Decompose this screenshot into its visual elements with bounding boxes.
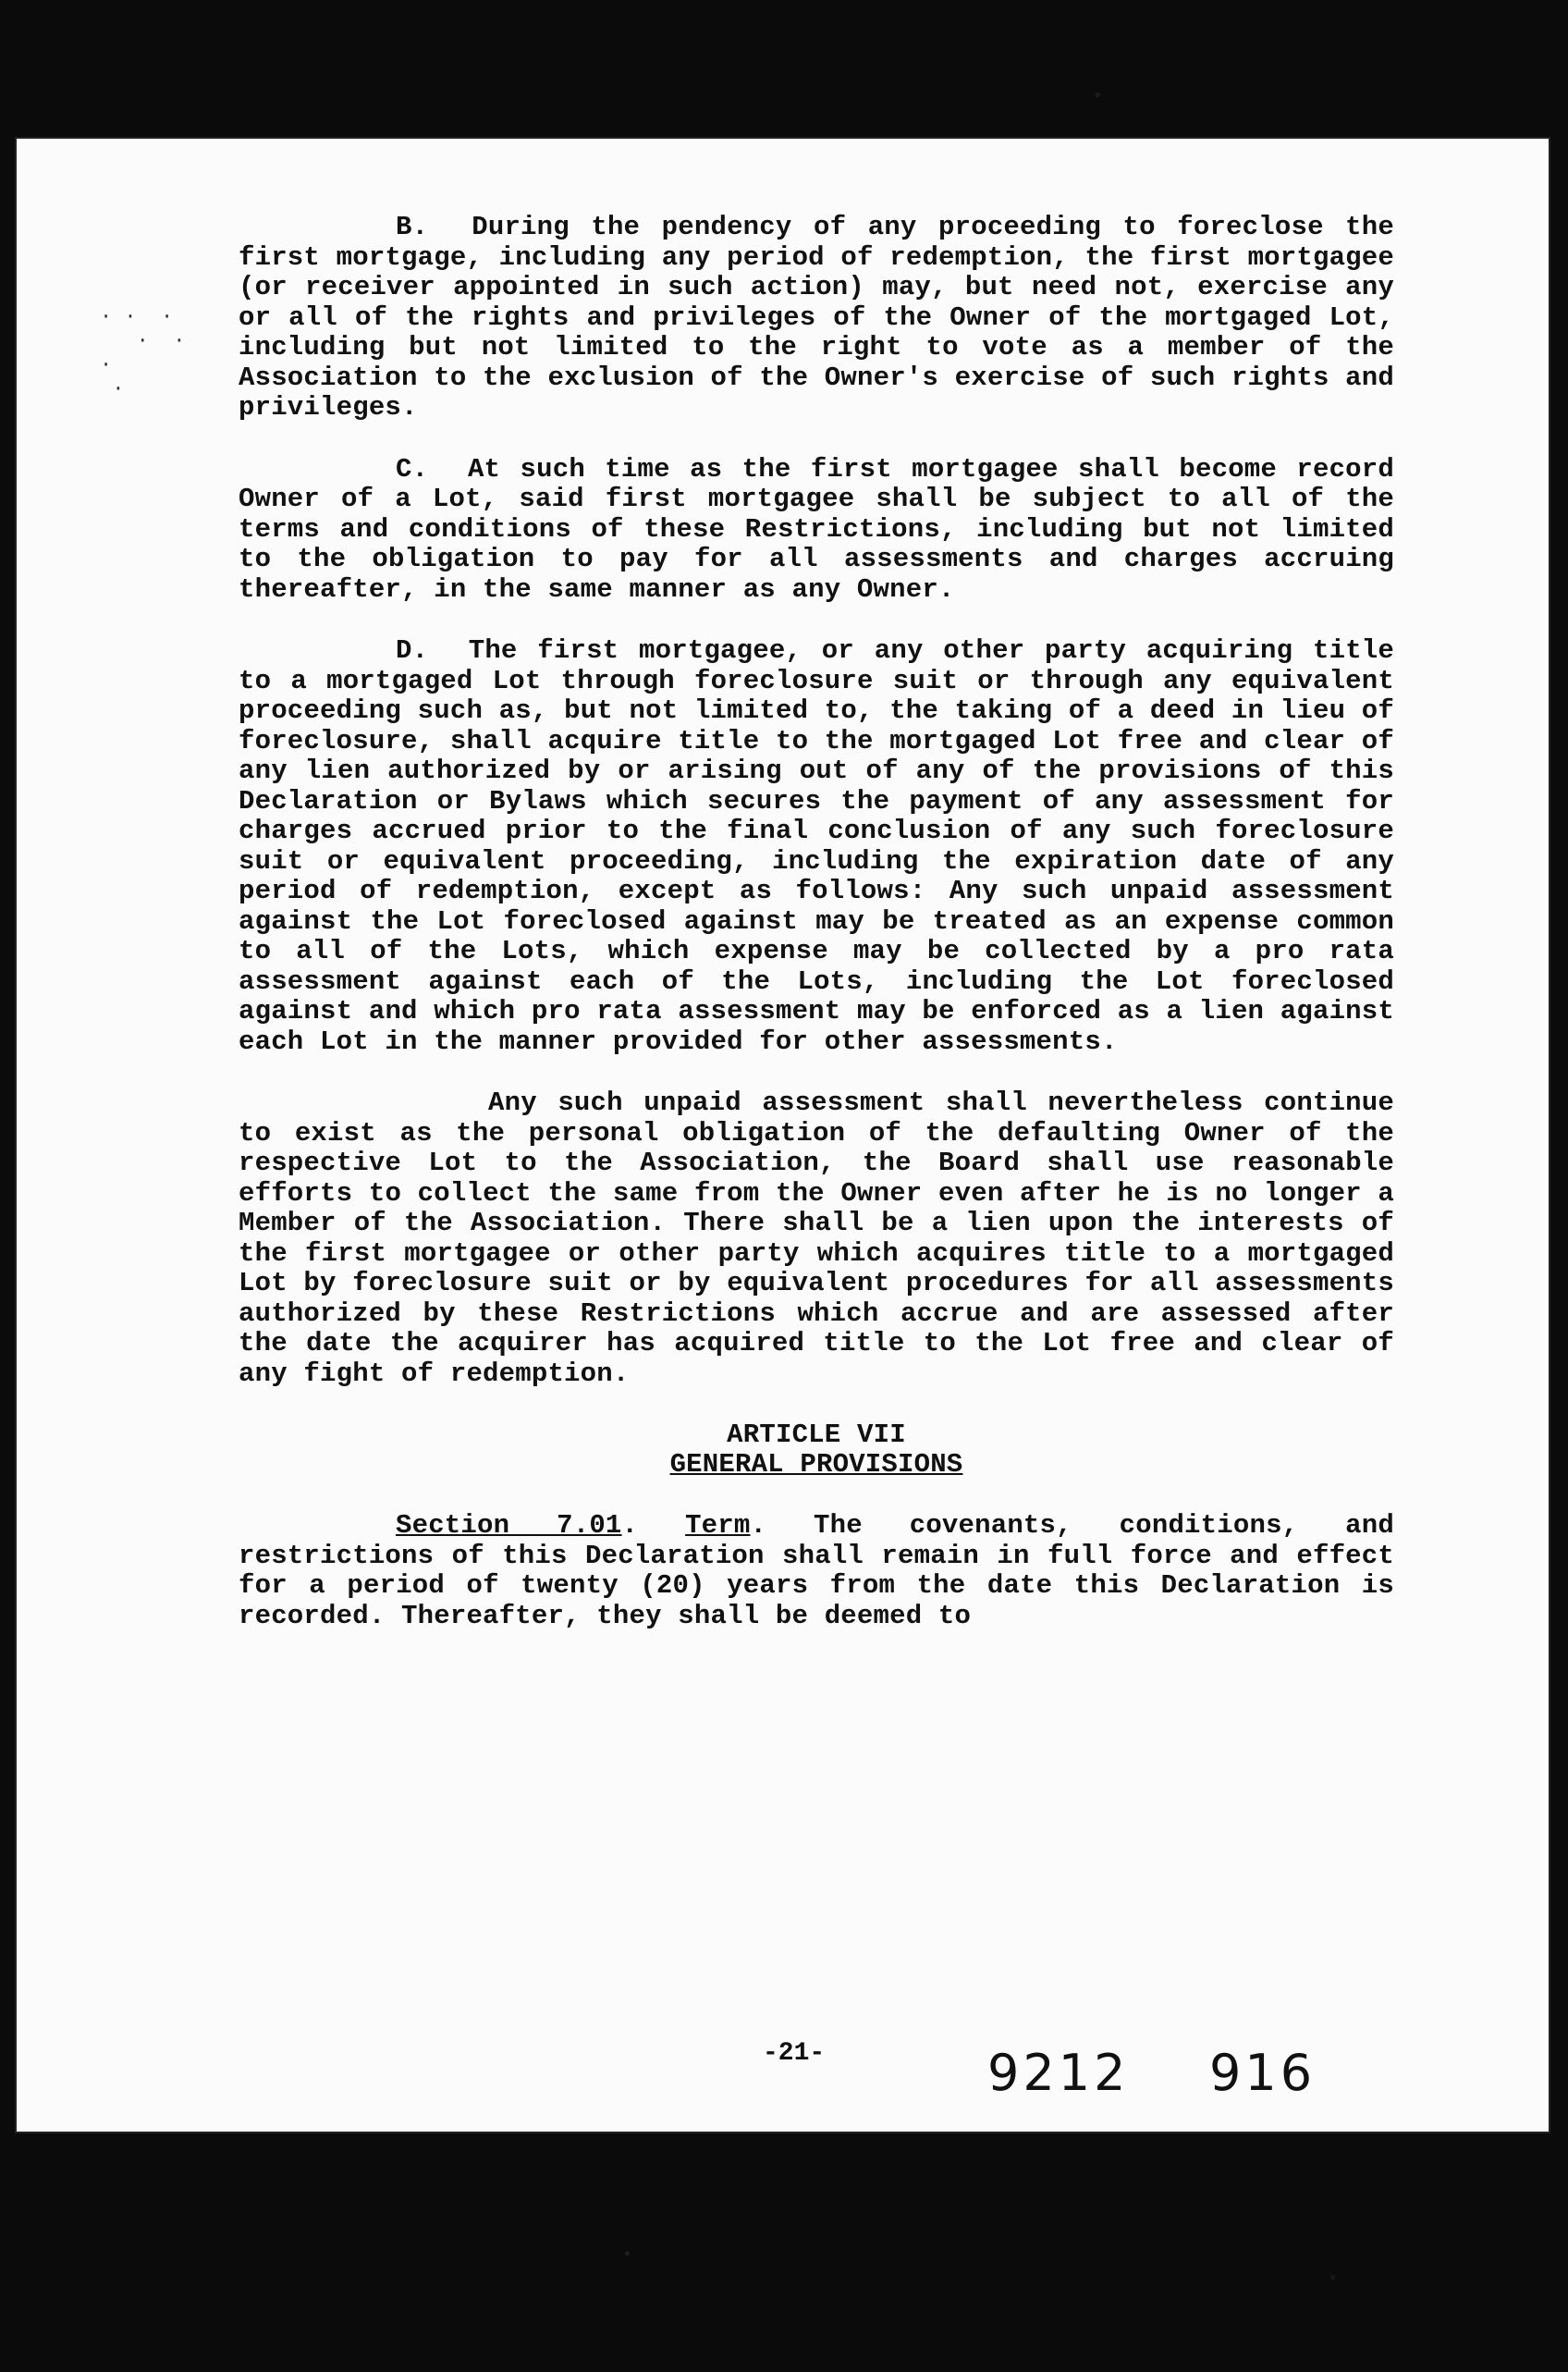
article-title: GENERAL PROVISIONS (669, 1449, 963, 1480)
page-number: -21- (763, 2039, 826, 2068)
paragraph-c-lead: C. (396, 453, 429, 485)
recording-stamp-right: 916 (1209, 2044, 1317, 2102)
paragraph-d-text: The first mortgagee, or any other party acquiring title to a mortgaged Lot through foreclosure suit or through any equivalent proceeding such as, but not limited to, the taking of a deed in lieu of foreclosure, shall acquire title to the mortgaged Lot free and clear of any lien authorized by or arising out of any of the provisions of this Declaration or Bylaws which secures the payment of any assessment for charges accrued prior to the final conclusion of any such foreclosure suit or equivalent proceeding, including the expiration date of any period of redemption, except as follows: Any such unpaid assessment against the Lot foreclosed against may be treated as an expense common to all of the Lots, which expense may be collected by a pro rata assessment against each of the Lots, including the Lot foreclosed against and which pro rata assessment may be enforced as a lien against each Lot in the manner provided for other assessments. (239, 635, 1394, 1057)
section-sep: . (621, 1510, 686, 1541)
paragraph-b-text: During the pendency of any proceeding to foreclose the first mortgage, including any period of redemption, the first mortgagee (or receiver appointed in such action) may, but need not, exercise any or all of the rights and privileges of the Owner of the mortgaged Lot, including but not limited to the right to vote as a member of the Association to the exclusion of the Owner's exercise of such rights and privileges. (239, 212, 1394, 423)
paragraph-b (239, 213, 1394, 424)
recording-stamp-left: 9212 (987, 2044, 1130, 2102)
paragraph-unpaid-assessment (239, 1088, 1394, 1389)
paragraph-d (239, 636, 1394, 1057)
paragraph-b-lead: B. (396, 212, 429, 242)
section-label: Section 7.01 (396, 1510, 622, 1541)
paragraph-unpaid-assessment-text: Any such unpaid assessment shall nevertheless continue to exist as the personal obligation of the defaulting Owner of the respective Lot to the Association, the Board shall use reasonable efforts to collect the same from the Owner even after he is no longer a Member of the Association. There shall be a lien upon the interests of the first mortgagee or other party which acquires title to a mortgaged Lot by foreclosure suit or by equivalent procedures for all assessments authorized by these Restrictions which accrue and are assessed after the date the acquirer has acquired title to the Lot free and clear of any fight of redemption. (239, 1088, 1394, 1389)
scan-specks: · · · · · · · (100, 305, 186, 400)
section-name: Term (685, 1510, 751, 1541)
section-7-01 (239, 1511, 1394, 1631)
document-body (239, 213, 1394, 1663)
paragraph-c (239, 455, 1394, 606)
paragraph-d-lead: D. (396, 635, 429, 666)
article-number: ARTICLE VII (727, 1420, 906, 1450)
section-text: . The covenants, conditions, and restrictions of this Declaration shall remain in full force and effect for a period of twenty (20) years from the date this Declaration is recorded. Thereafter, they shall be deemed to (239, 1510, 1394, 1631)
paragraph-c-text: At such time as the first mortgagee shall become record Owner of a Lot, said first mortgagee shall be subject to all of the terms and conditions of these Restrictions, including but not limited to the obligation to pay for all assessments and charges accruing thereafter, in the same manner as any Owner. (239, 453, 1394, 605)
